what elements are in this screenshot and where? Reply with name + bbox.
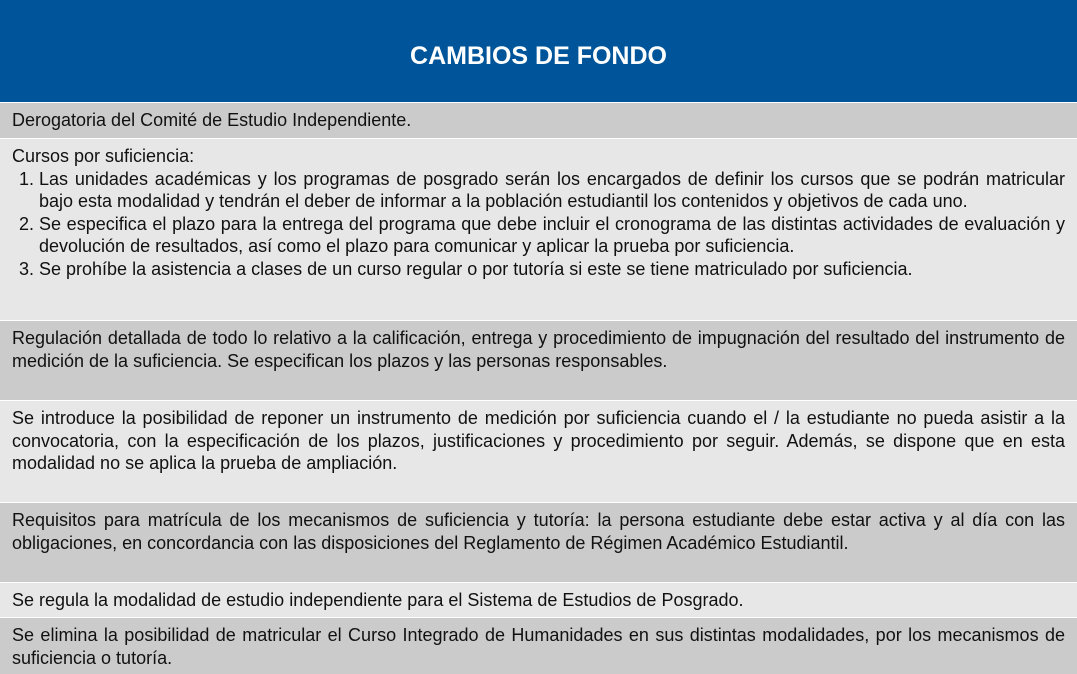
- list-item: 2. Se especifica el plazo para la entrega del programa que debe incluir el cronograma de las distintas actividades de evaluación y devolución de resultados, así como el plazo para comunicar y aplicar la prueba por suficiencia.: [39, 213, 1065, 258]
- row-text: Se introduce la posibilidad de reponer un instrumento de medición por suficiencia cuando el / la estudiante no pueda asistir a la convocatoria, con la especificación de los plazos, justificaciones y procedimiento por seguir. Además, se dispone que en esta modalidad no se aplica la prueba de ampliación.: [12, 408, 1065, 473]
- table-row: [0, 583, 1077, 618]
- table-row: [0, 503, 1077, 583]
- list-item: 3. Se prohíbe la asistencia a clases de un curso regular o por tutoría si este se tiene matriculado por suficiencia.: [39, 258, 1065, 281]
- table-row: [0, 139, 1077, 321]
- row-text: Requisitos para matrícula de los mecanismos de suficiencia y tutoría: la persona estudiante debe estar activa y al día con las obligaciones, en concordancia con las disposiciones del Reglamento de Régimen Académico Estudiantil.: [12, 510, 1065, 553]
- list-item: 1. Las unidades académicas y los programas de posgrado serán los encargados de definir los cursos que se podrán matricular bajo esta modalidad y tendrán el deber de informar a la población estudiantil los contenidos y objetivos de cada uno.: [39, 168, 1065, 213]
- numbered-list: [12, 168, 1065, 281]
- table-row: [0, 618, 1077, 674]
- table-row: [0, 103, 1077, 139]
- row-intro: Cursos por suficiencia:: [12, 146, 195, 166]
- row-text: Se regula la modalidad de estudio independiente para el Sistema de Estudios de Posgrado.: [12, 590, 744, 610]
- table-row: [0, 321, 1077, 401]
- row-text: Regulación detallada de todo lo relativo a la calificación, entrega y procedimiento de impugnación del resultado del instrumento de medición de la suficiencia. Se especifican los plazos y las personas responsables.: [12, 328, 1065, 371]
- table-row: [0, 401, 1077, 503]
- table-title: CAMBIOS DE FONDO: [410, 41, 667, 70]
- row-text: Derogatoria del Comité de Estudio Independiente.: [12, 110, 412, 130]
- table-header: [0, 0, 1077, 103]
- row-text: Se elimina la posibilidad de matricular el Curso Integrado de Humanidades en sus distintas modalidades, por los mecanismos de suficiencia o tutoría.: [12, 625, 1065, 668]
